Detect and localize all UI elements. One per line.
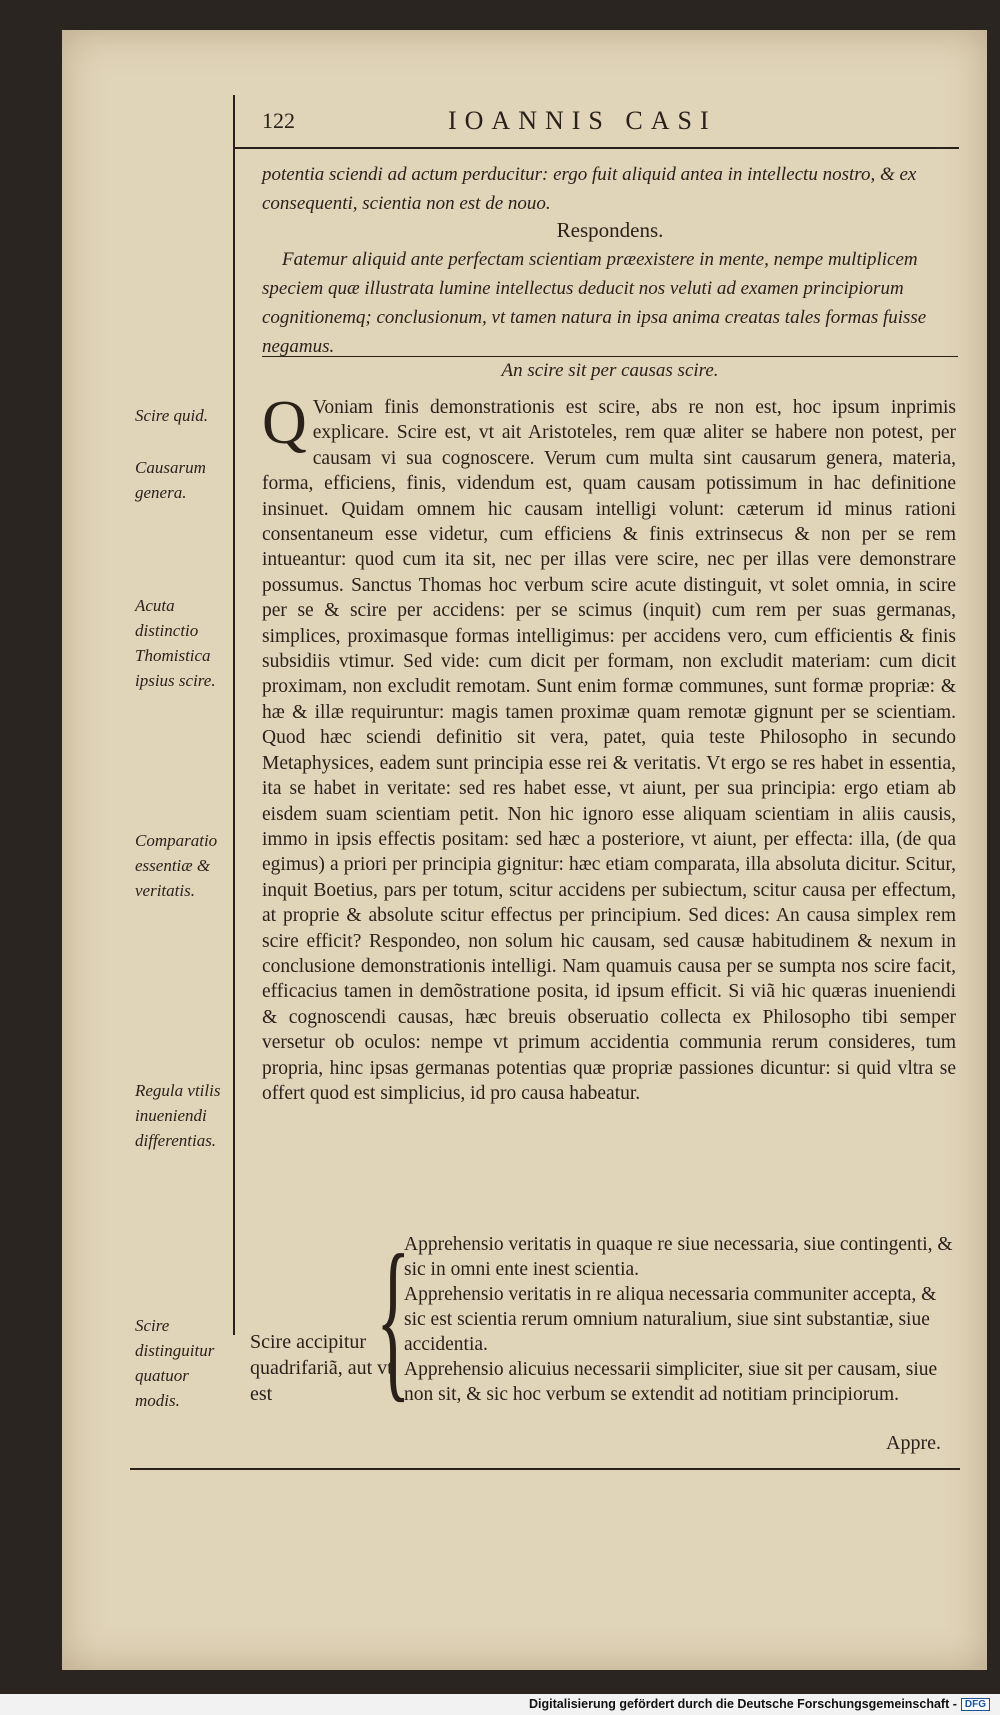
footer	[529, 1697, 990, 1711]
dfg-logo-icon: DFG	[961, 1698, 990, 1711]
margin-note-comparatio: Comparatio essentiæ & veritatis.	[135, 831, 218, 900]
drop-cap: Q	[262, 389, 307, 457]
footer-text: Digitalisierung gefördert durch die Deutsche Forschungsgemeinschaft -	[529, 1697, 957, 1711]
division-item-3: Apprehensio alicuius necessarii simpliciter, siue sit per causam, siue non sit, & sic hoc verbum se extendit ad notitiam principiorum.	[404, 1359, 938, 1405]
respondens-heading: Respondens.	[556, 218, 664, 242]
brace-icon: {	[376, 1218, 411, 1417]
division-item-2: Apprehensio veritatis in re aliqua necessaria communiter accepta, & sic est scientia rerum omnium naturalium, siue sint substantiæ, siue accidentia.	[404, 1284, 937, 1355]
division-label: Scire accipitur quadrifariã, aut vt est	[250, 1331, 393, 1405]
intro-text: potentia sciendi ad actum perducitur: ergo fuit aliquid antea in intellectu nostro, & ex consequenti, scientia non est de nouo.	[262, 164, 917, 214]
division-item-1: Apprehensio veritatis in quaque re siue necessaria, siue contingenti, & sic in omni ente inest scientia.	[404, 1234, 953, 1280]
response-text: Fatemur aliquid ante perfectam scientiam præexistere in mente, nempe multiplicem speciem quæ illustrata lumine intellectus deducit nos veluti ad examen principiorum cognitionemq; conclusionum, vt tamen natura in ipsa anima creatas tales formas fuisse negamus.	[262, 249, 927, 357]
catchword: Appre.	[886, 1432, 941, 1454]
running-title: IOANNIS CASI	[448, 106, 717, 135]
margin-note-scire-quid: Scire quid.	[135, 406, 209, 425]
page-number: 122	[262, 108, 295, 133]
bottom-rule	[130, 1468, 960, 1470]
margin-note-scire-distinguitur: Scire distinguitur quatuor modis.	[135, 1316, 215, 1410]
main-body	[262, 389, 956, 1106]
body-text: Voniam finis demonstrationis est scire, abs re non est, hoc ipsum inprimis explicare. Scire est, vt ait Aristoteles, rem quæ aliter se habere non potest, per causam vi sua cognoscere. Verum cum multa sint causarum genera, materia, forma, efficiens, finis, videndum est, quam causam potissimum in hac definitione insinuet. Quidam omnem hic causam intelligi volunt: cæterum id minus rationi consentaneum esse videtur, cum efficiens & finis extrinsecus & non per se rem intueantur: quod cum ita sit, nec per illas vere scire, nec per illas vere demonstrare possumus. Sanctus Thomas hoc verbum scire acute distinguit, vt solet omnia, in scire per se & scire per accidens: per se scimus (inquit) cum rem per suas germanas, simplices, proximasque formas intelligimus: per accidens vero, cum efficientis & finis subsidiis vtimur. Sed vide: cum dicit per formam, non excludit materiam: cum dicit proximam, non excludit remotam. Sunt enim formæ communes, sunt formæ propriæ: & hæ & illæ requiruntur: magis tamen proximæ quam remotæ gignunt per se scientiam. Quod hæc sciendi definitio sit vera, patet, quia teste Philosopho in secundo Metaphysices, eadem sunt principia esse rei & veritatis. Vt ergo se res habet in essentia, ita se habet in veritate: sed res habet esse, vt aiunt, per sua principia: ergo etiam ab eisdem suam scientiam petit. Non hic ignoro esse aliquam scientiam in aliis causis, immo in ipsis effectis positam: sed hæc a posteriore, vt aiunt, per effecta: illa, (de qua egimus) a priori per principia gignitur: hæc etiam comparata, illa absoluta dicitur. Scitur, inquit Boetius, pars per totum, scitur accidens per subiectum, scitur causa per effectum, at proprie & absolute scitur effectus per principium. Sed dices: An causa simplex rem scire efficit? Respondeo, non solum hic causam, sed causæ habitudinem & nexum in conclusione demonstrationis intelligi. Nam quamuis causa per se sumpta nos scire facit, efficacius tamen in demõstratione posita, id ipsum efficit. Si viã hic quæras inueniendi & cognoscendi causas, hæc breuis obseruatio collecta ex Philosopho tibi semper versetur ob oculos: nempe vt primum accidentia communia rerum consideres, tum propria, hinc ipsas germanas potentias quæ propriæ passiones dicuntur: si quid vltra se offert quod est simplicius, id pro causa habeatur.	[262, 397, 956, 1104]
margin-note-acuta-distinctio: Acuta distinctio Thomistica ipsius scire.	[135, 596, 216, 690]
question-heading: An scire sit per causas scire.	[501, 360, 719, 381]
margin-note-regula: Regula vtilis inueniendi differentias.	[135, 1081, 221, 1150]
header-rule	[233, 147, 959, 149]
margin-note-causarum-genera: Causarum genera.	[135, 458, 206, 502]
